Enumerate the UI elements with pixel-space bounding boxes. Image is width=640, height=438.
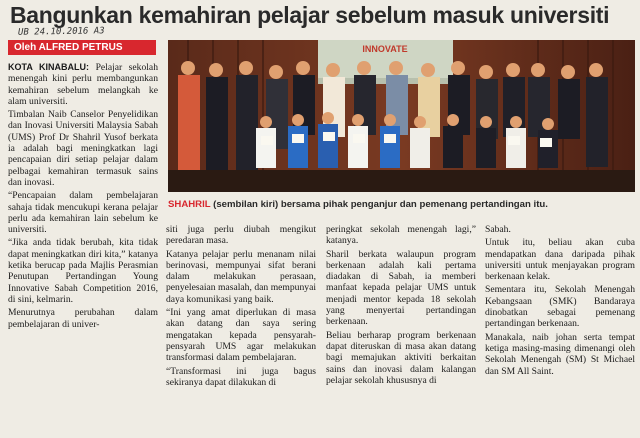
paragraph: Timbalan Naib Canselor Penyelidikan dan Inovasi Universiti Malaysia Sabah (UMS) Prof Dr Shahril Yusof berkata ia adalah bagi meningkatkan lagi pencapaian diri setiap pelajar dalam pelbagai kemahiran termasuk sains dan inovasi. (8, 109, 158, 188)
paragraph: Sharil berkata walaupun program berkenaan adalah kali pertama diadakan di Sabah, ia memberi manfaat kepada pelajar UMS untuk menjadi mentor kepada 18 sekolah yang menyertai pertandingan berkenaan. (326, 248, 476, 328)
caption-text: (sembilan kiri) bersama pihak penganjur dan pemenang pertandingan itu. (210, 199, 548, 210)
news-photo (168, 40, 635, 192)
text-column-1 (8, 62, 158, 332)
paragraph: “Transformasi ini juga bagus sekiranya dapat dilakukan di (166, 365, 316, 388)
text-column-3 (326, 224, 476, 388)
dateline: KOTA KINABALU: (8, 62, 96, 72)
photo-caption (168, 197, 635, 212)
group-photo-illustration (168, 40, 635, 192)
banner-text: INNOVATE (362, 44, 408, 54)
paragraph: “Jika anda tidak berubah, kita tidak dapat meningkatkan diri kita,” katanya ketika berucap pada Majlis Perasmian Penutupan Pertandingan Young Innovative Sabah Competition 2016, di sini, kelmarin. (8, 237, 158, 305)
paragraph: peringkat sekolah menengah lagi,” katanya. (326, 224, 476, 247)
paragraph: Untuk itu, beliau akan cuba mendapatkan dana daripada pihak universiti untuk menjayakan program berkenaan kelak. (485, 237, 635, 283)
paragraph: Beliau berharap program berkenaan dapat diteruskan di masa akan datang bagi memajukan aktiviti berkaitan sains dan inovasi dalam kalangan pelajar sekolah khususnya di (326, 329, 476, 386)
paragraph: Sabah. (485, 224, 511, 235)
text-column-4 (485, 224, 635, 379)
paragraph: “Pencapaian dalam pembelajaran sahaja tidak mencukupi kerana pelajar perlu ada kemahiran lain sebelum ke universiti. (8, 190, 158, 236)
article-headline: Bangunkan kemahiran pelajar sebelum masuk universiti (10, 2, 610, 28)
text-column-2 (166, 224, 316, 390)
paragraph-text: Pelajar sekolah menengah kini perlu membangunkan kemahiran sebelum melangkah ke alam universiti. (8, 62, 158, 107)
caption-name: SHAHRIL (168, 199, 211, 210)
paragraph: Menurutnya perubahan dalam pembelajaran di univer- (8, 307, 158, 330)
paragraph: Manakala, naib johan serta tempat ketiga masing-masing dimenangi oleh Sekolah Menengah (SM) St Michael dan SM All Saint. (485, 331, 635, 377)
handwritten-date-note: UB 24.10.2016 A3 (17, 26, 105, 38)
paragraph: Sementara itu, Sekolah Menengah Kebangsaan (SMK) Bandaraya dinobatkan sebagai pemenang pertandingan berkenaan. (485, 284, 635, 330)
paragraph: Katanya pelajar perlu menanam nilai berinovasi, mempunyai sifat berani dalam melakukan perasaan, penyelesaian masalah, dan mempunyai daya komunikasi yang baik. (166, 248, 316, 305)
paragraph: siti juga perlu diubah mengikut peredaran masa. (166, 224, 316, 247)
paragraph (8, 62, 158, 107)
paragraph: “Ini yang amat diperlukan di masa akan datang dan saya sering mengatakan kepada pensyarah-pensyarah UMS agar melakukan transformasi dalam pembelajaran. (166, 307, 316, 364)
byline: Oleh ALFRED PETRUS (8, 40, 156, 55)
